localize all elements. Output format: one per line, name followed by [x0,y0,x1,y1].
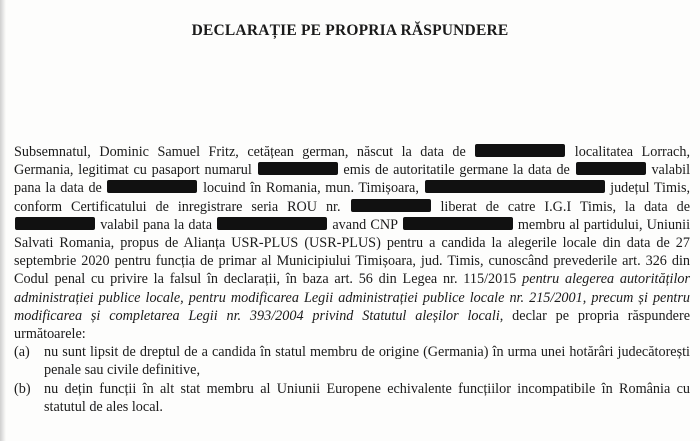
redaction-birth-date [475,144,565,157]
text-fragment: membru al partidului, Uniunii Salvati Romania, propus de Alianța USR-PLUS (USR-PLUS) pentru a candida la alegerile locale din data de 27 septembrie 2020 pentru funcția de primar al Municipiului Timișoara, jud. Timis, cunoscând prevederile art. 326 din Codul penal cu privire la falsul în declarații, în baza art. 56 din Legea nr. 115/2015 [14,216,691,288]
redaction-certificate-date [15,217,95,230]
redaction-issue-date [576,162,646,175]
list-marker: (b) [14,380,31,397]
text-fragment: valabil pana la data [100,216,212,233]
text-fragment: liberat de catre I.G.I Timis, la data de [440,198,691,215]
text-fragment: , declar pe propria răspundere următoarele: [14,307,690,343]
redaction-validity-date [107,180,197,193]
scan-edge-shadow [0,0,6,441]
text-fragment: localitatea Lorrach, Germania, legitimat cu pasaport numarul [14,144,690,179]
list-item [14,343,690,379]
text-fragment: județul Timis, conform Certificatului de inregistrare seria ROU nr. [14,180,691,215]
declaration-items [14,343,690,416]
redaction-address [425,180,605,193]
redaction-passport-number [258,162,338,175]
list-item-text: nu dețin funcții în alt stat membru al Uniunii Europene echivalente funcțiilor incompatibile în România cu statutul de ales local. [44,380,690,415]
text-fragment: locuind în Romania, mun. Timișoara, [203,180,419,197]
redaction-certificate-validity [217,217,327,230]
text-fragment: avand CNP [332,216,398,233]
text-fragment: emis de autoritatile germane la data de [343,162,570,179]
declaration-body [14,143,690,416]
list-item-text: nu sunt lipsit de dreptul de a candida în statul membru de origine (Germania) în urma unei hotărâri judecătorești penale sau civile definitive, [44,344,690,379]
declaration-paragraph [14,143,690,343]
redaction-cnp [403,217,513,230]
list-item [14,380,690,416]
list-marker: (a) [14,344,30,361]
text-fragment: Subsemnatul, Dominic Samuel Fritz, cetățean german, născut la data de [14,144,466,160]
law-title-italic: pentru alegerea autorităților administrației publice locale, pentru modificarea Legii administrației publice locale nr. 215/2001, precum și pentru modificarea și completarea Legii nr. 393/2004 privind Statutul aleșilor locali [14,271,691,324]
redaction-certificate-number [351,199,431,212]
text-fragment: valabil pana la data de [14,162,691,197]
document-title: DECLARAȚIE PE PROPRIA RĂSPUNDERE [191,22,509,39]
